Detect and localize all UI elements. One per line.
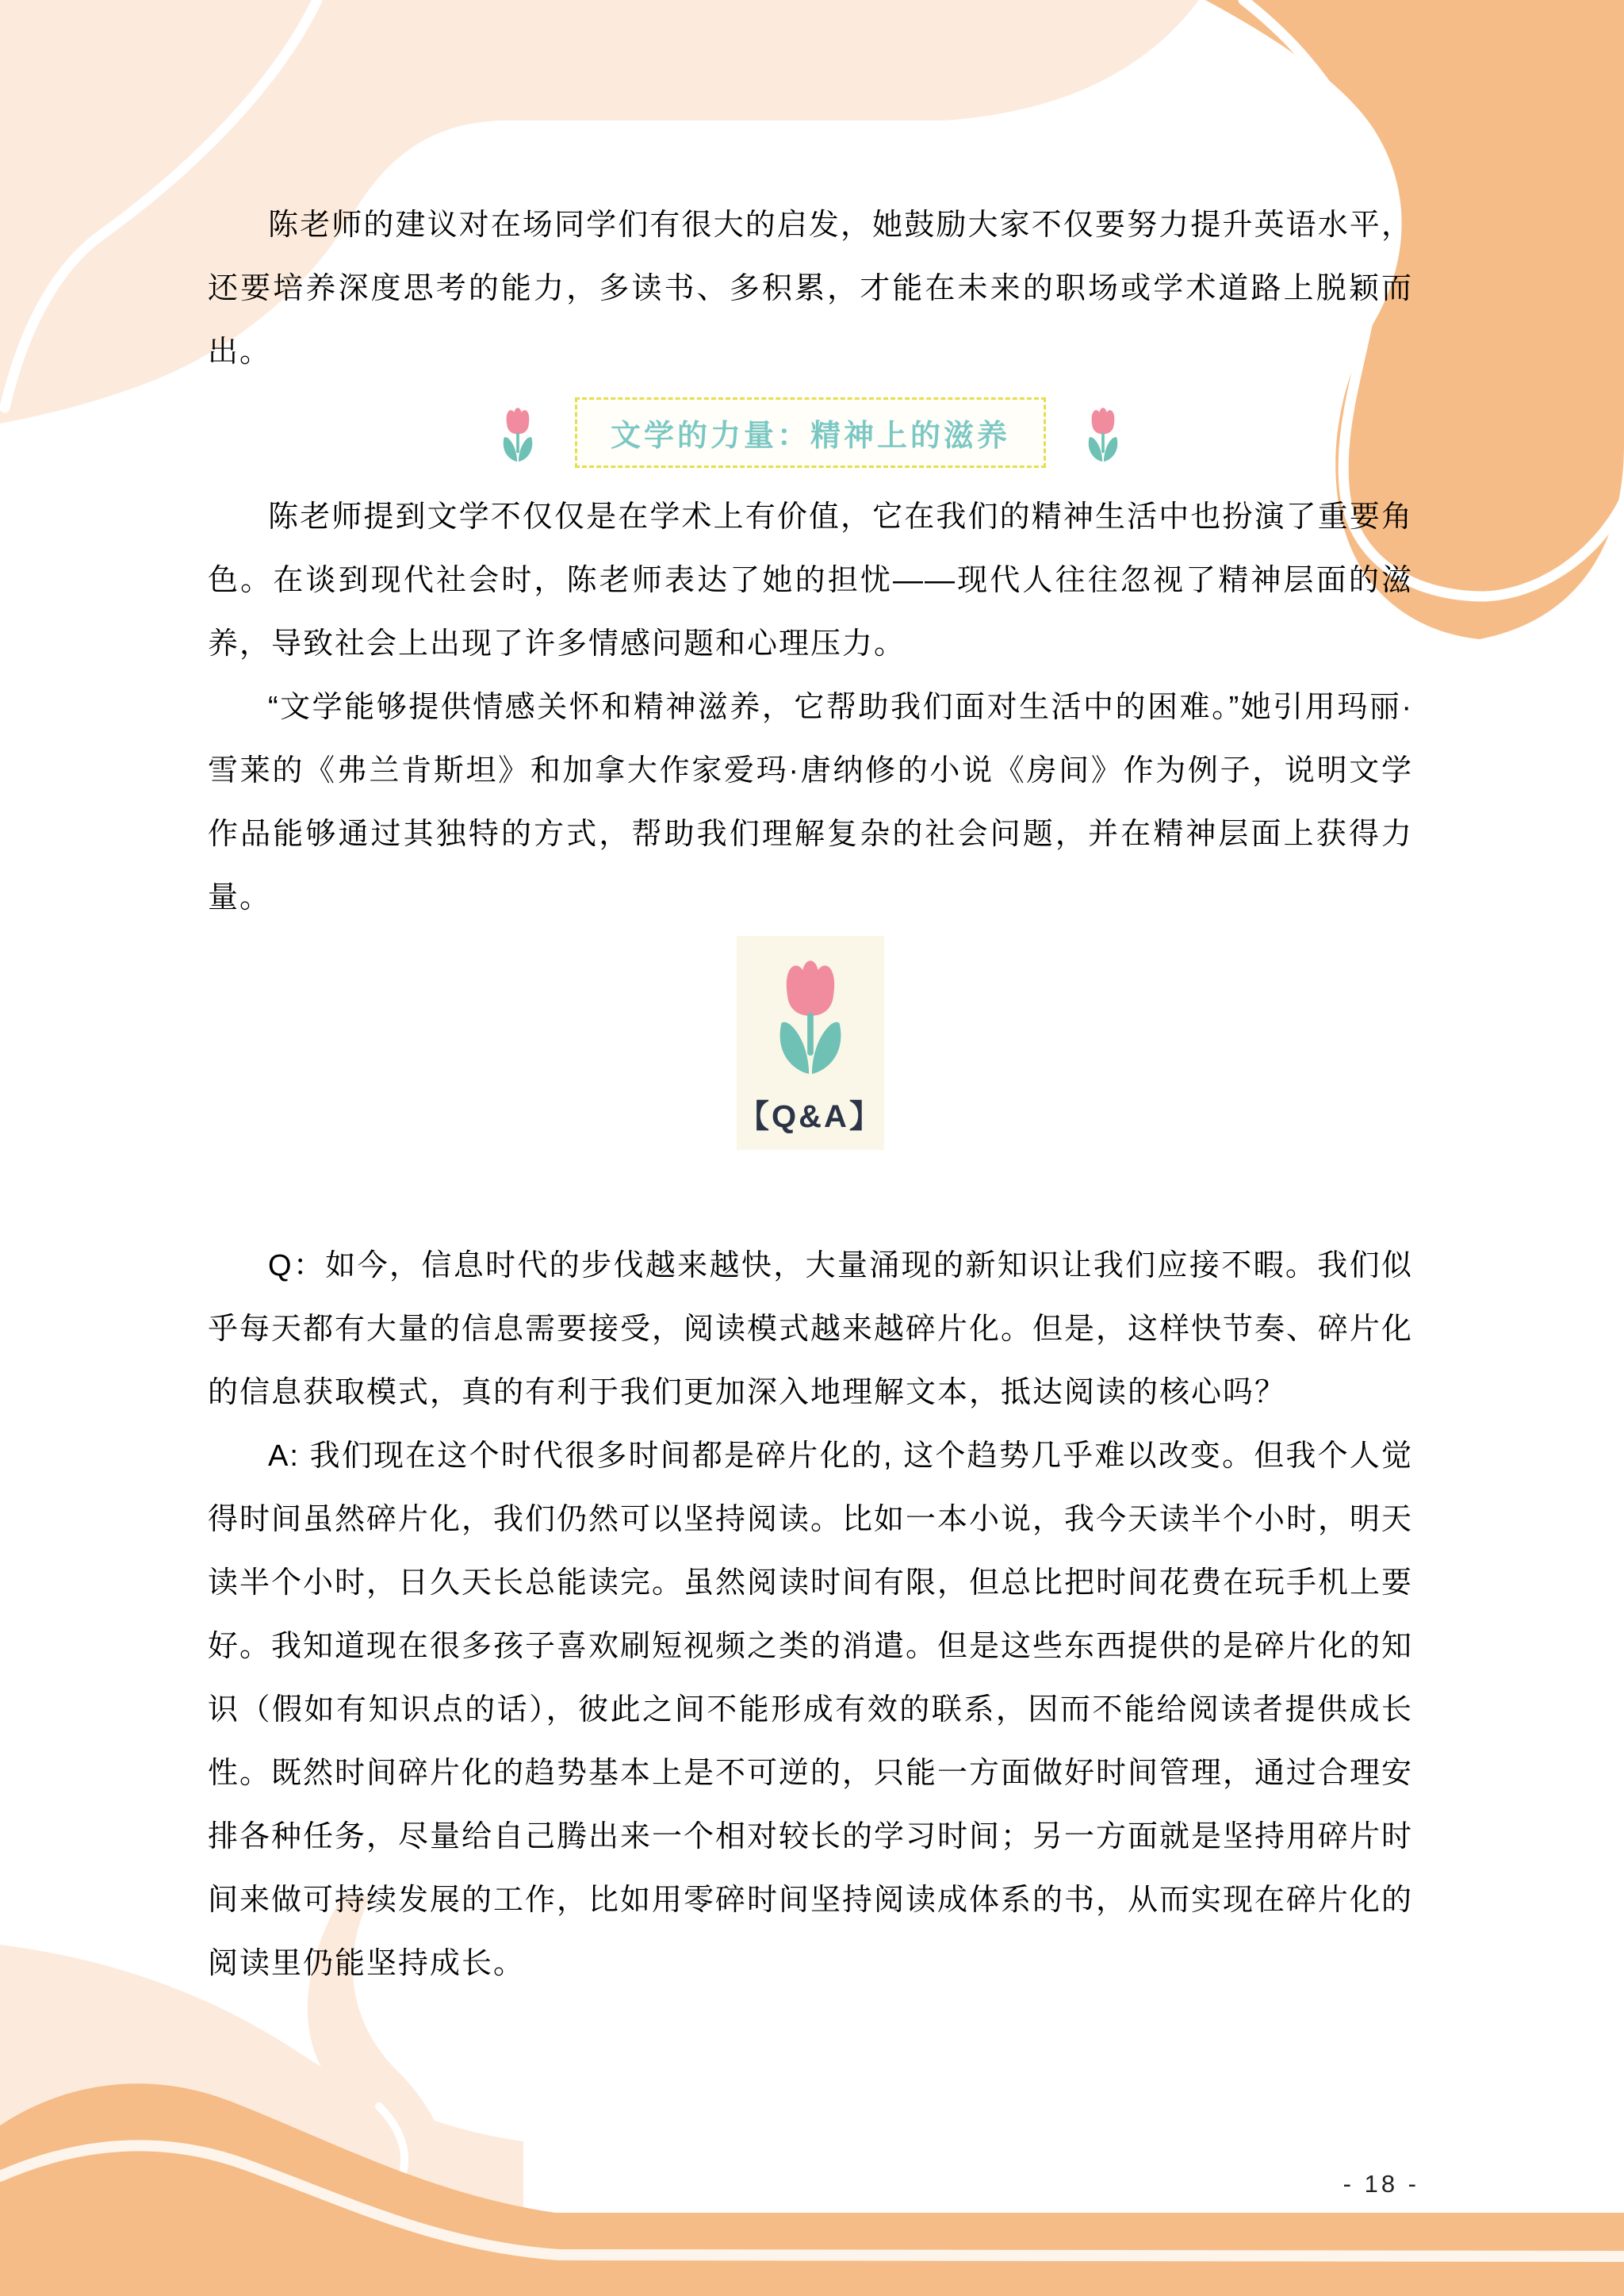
section-banner-title: 文学的力量：精神上的滋养: [610, 419, 1010, 453]
page-number: - 18 -: [1342, 2170, 1419, 2198]
paragraph-intro: 陈老师的建议对在场同学们有很大的启发，她鼓励大家不仅要努力提升英语水平，还要培养深度思考的能力，多读书、多积累，才能在未来的职场或学术道路上脱颖而出。: [208, 209, 1413, 369]
qa-figure: [737, 936, 884, 1150]
section-banner: [208, 395, 1413, 470]
paragraph-literature-value: 陈老师提到文学不仅仅是在学术上有价值，它在我们的精神生活中也扮演了重要角色。在谈到现代社会时，陈老师表达了她的担忧——现代人往往忽视了精神层面的滋养，导致社会上出现了许多情感问题和心理压力。: [208, 500, 1413, 661]
qa-caption: 【Q&A】: [737, 1099, 883, 1134]
tulip-icon: [496, 401, 540, 463]
section-banner-box: [575, 397, 1046, 468]
qa-question-paragraph: Q：如今，信息时代的步伐越来越快，大量涌现的新知识让我们应接不暇。我们似乎每天都有大量的信息需要接受，阅读模式越来越碎片化。但是，这样快节奏、碎片化的信息获取模式，真的有利于我们更加深入地理解文本，抵达阅读的核心吗？: [208, 1249, 1414, 1409]
qa-answer-paragraph: A: 我们现在这个时代很多时间都是碎片化的, 这个趋势几乎难以改变。但我个人觉得时间虽然碎片化，我们仍然可以坚持阅读。比如一本小说，我今天读半个小时，明天读半个小时，日久天长总能读完。虽然阅读时间有限，但总比把时间花费在玩手机上要好。我知道现在很多孩子喜欢刷短视频之类的消遣。但是这些东西提供的是碎片化的知识（假如有知识点的话），彼此之间不能形成有效的联系，因而不能给阅读者提供成长性。既然时间碎片化的趋势基本上是不可逆的，只能一方面做好时间管理，通过合理安排各种任务，尽量给自己腾出来一个相对较长的学习时间；另一方面就是坚持用碎片时间来做可持续发展的工作，比如用零碎时间坚持阅读成体系的书，从而实现在碎片化的阅读里仍能坚持成长。: [208, 1439, 1414, 1980]
tulip-icon: [1081, 401, 1125, 463]
tulip-icon: [764, 947, 856, 1077]
paragraph-literature-examples: “文学能够提供情感关怀和精神滋养，它帮助我们面对生活中的困难。”她引用玛丽·雪莱的《弗兰肯斯坦》和加拿大作家爱玛·唐纳修的小说《房间》作为例子，说明文学作品能够通过其独特的方式，帮助我们理解复杂的社会问题，并在精神层面上获得力量。: [208, 691, 1413, 914]
